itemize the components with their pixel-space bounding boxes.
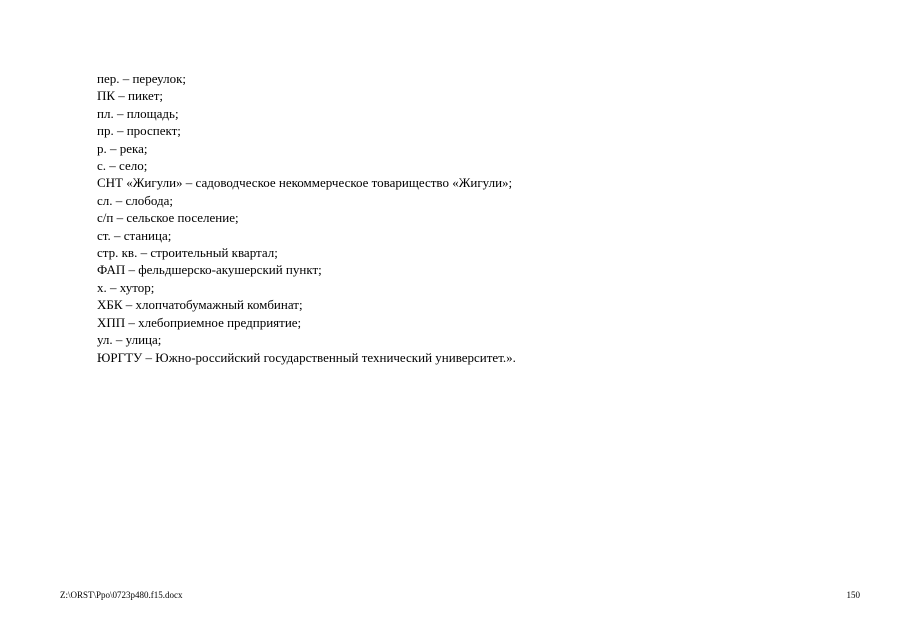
abbreviation-line: ФАП – фельдшерско-акушерский пункт; [97,262,322,278]
abbreviation-line: ст. – станица; [97,227,172,243]
abbreviation-line: ПК – пикет; [97,88,164,104]
abbreviation-line: сл. – слобода; [97,192,174,208]
abbreviation-line: ХПП – хлебоприемное предприятие; [97,314,302,330]
abbreviation-line: х. – хутор; [97,279,155,295]
abbreviation-line: пр. – проспект; [97,123,181,139]
abbreviation-line: с/п – сельское поселение; [97,210,239,226]
abbreviation-line: ЮРГТУ – Южно-российский государственный технический университет.». [97,349,516,365]
abbreviation-line: пер. – переулок; [97,71,186,86]
abbreviation-line: СНТ «Жигули» – садоводческое некоммерческое товарищество «Жигули»; [97,175,513,191]
footer-file-path: Z:\ORST\Ppo\0723p480.f15.docx [60,590,183,600]
abbreviation-line: пл. – площадь; [97,105,179,121]
abbreviation-line: ул. – улица; [97,332,162,348]
abbreviation-line: стр. кв. – строительный квартал; [97,245,278,261]
footer-page-number: 150 [846,590,860,600]
abbreviation-list [97,70,516,366]
abbreviation-line: ХБК – хлопчатобумажный комбинат; [97,297,303,313]
abbreviation-line: с. – село; [97,158,148,174]
abbreviation-line: р. – река; [97,140,148,156]
